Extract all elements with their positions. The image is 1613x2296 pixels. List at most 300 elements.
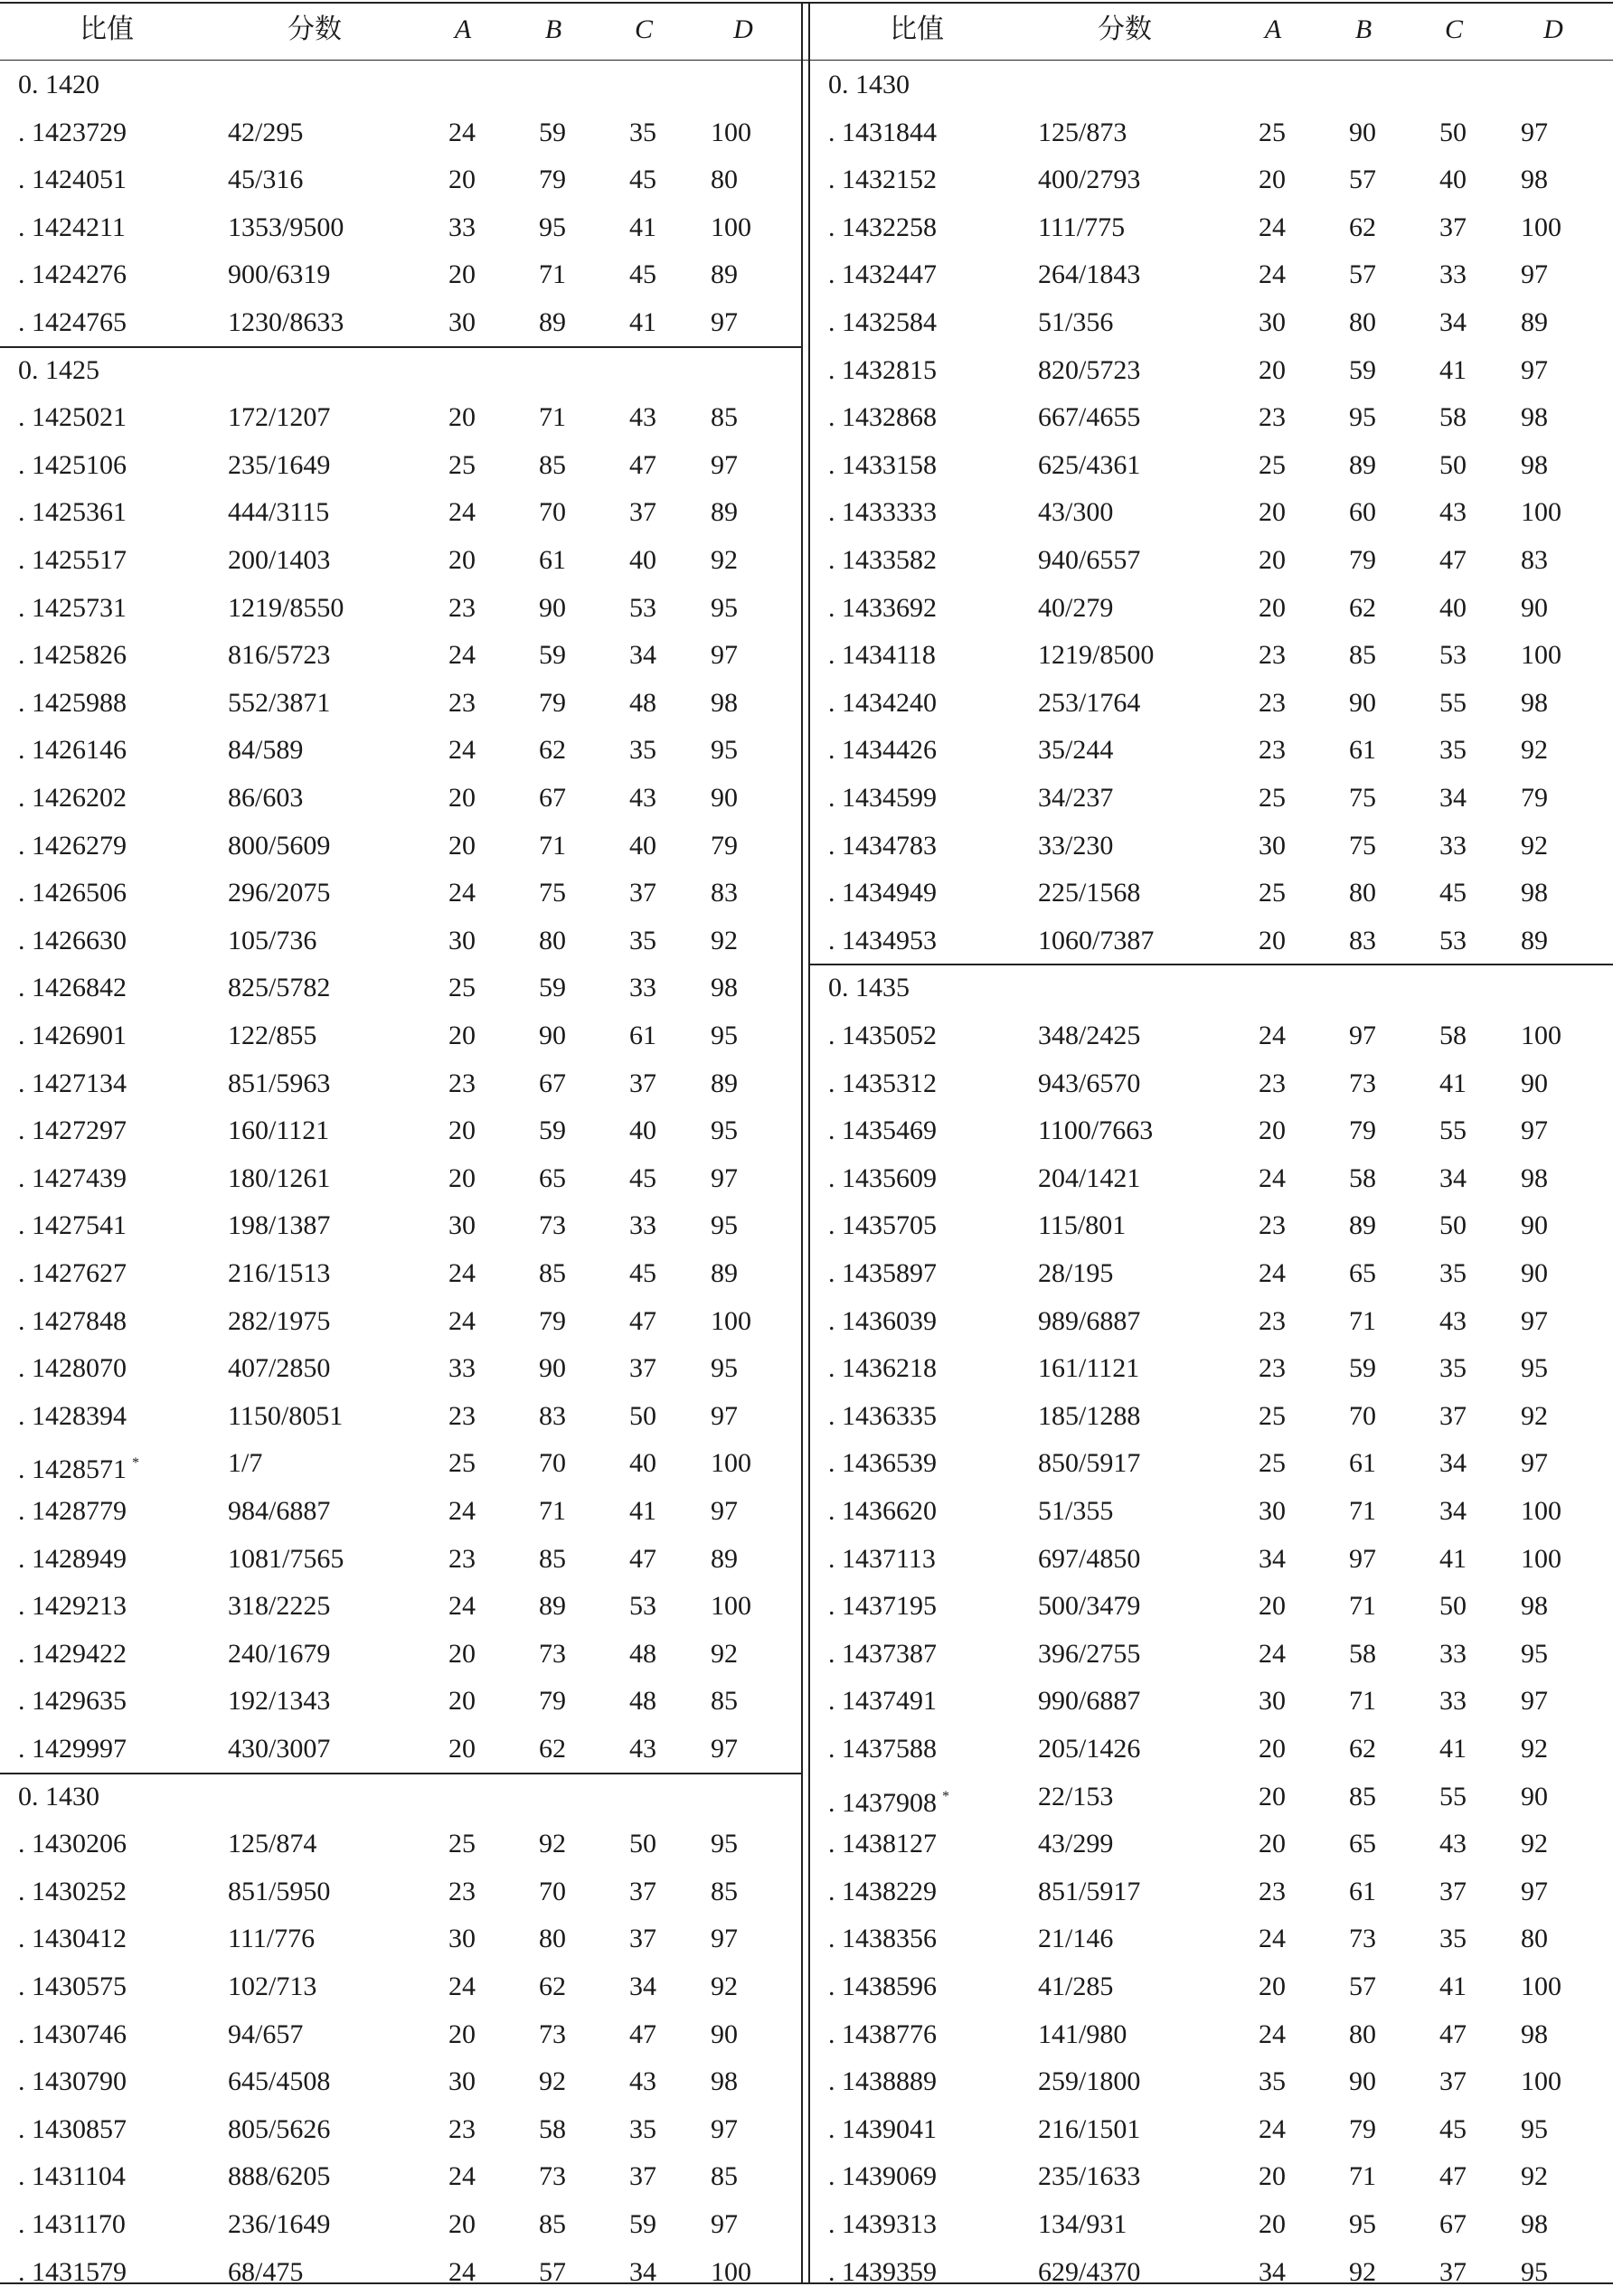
fraction-cell: 318/2225: [228, 1591, 331, 1622]
table-row: [810, 251, 1613, 299]
fraction-cell: 1150/8051: [228, 1400, 344, 1431]
table-row: [810, 537, 1613, 585]
ratio-cell: [18, 2153, 126, 2201]
b-cell: 61: [539, 545, 566, 575]
table-row: [810, 1774, 1613, 1821]
d-cell: 92: [711, 925, 738, 955]
fraction-cell: 396/2755: [1038, 1638, 1141, 1669]
b-cell: 97: [1349, 1021, 1376, 1050]
a-cell: 24: [448, 640, 476, 671]
fraction-cell: 172/1207: [228, 402, 331, 433]
ratio-value: . 1427134: [18, 1068, 127, 1098]
c-cell: 40: [1439, 592, 1467, 623]
b-cell: 90: [1349, 2066, 1376, 2097]
ratio-value: . 1432152: [828, 165, 937, 195]
a-cell: 20: [448, 1686, 476, 1717]
b-cell: 70: [539, 1876, 566, 1906]
d-cell: 97: [1521, 1305, 1548, 1336]
c-cell: 37: [629, 878, 656, 908]
b-cell: 79: [539, 1686, 566, 1717]
table-row: [0, 1107, 801, 1155]
fraction-cell: 111/776: [228, 1924, 316, 1954]
ratio-cell: [828, 917, 937, 965]
fraction-cell: 825/5782: [228, 973, 331, 1003]
ratio-cell: [18, 1536, 127, 1584]
b-cell: 80: [539, 1924, 566, 1954]
group-label: 0. 1430: [18, 1781, 99, 1811]
a-cell: 20: [1259, 545, 1286, 575]
a-cell: 20: [448, 1162, 476, 1193]
fraction-cell: 1/7: [228, 1448, 263, 1479]
c-cell: 33: [629, 973, 656, 1003]
table-row: [810, 1583, 1613, 1631]
table-row: [810, 585, 1613, 633]
b-cell: 57: [1349, 259, 1376, 290]
d-cell: 80: [711, 165, 738, 195]
c-cell: 35: [1439, 735, 1467, 766]
c-cell: 43: [629, 1734, 656, 1764]
a-cell: 20: [1259, 592, 1286, 623]
c-cell: 47: [1439, 2018, 1467, 2049]
a-cell: 24: [448, 1591, 476, 1622]
ratio-cell: [828, 1345, 937, 1393]
a-cell: 20: [448, 402, 476, 433]
d-cell: 100: [1521, 640, 1561, 671]
ratio-cell: [828, 1298, 937, 1346]
a-cell: 20: [448, 783, 476, 813]
c-cell: 43: [629, 2066, 656, 2097]
b-cell: 90: [1349, 117, 1376, 147]
header-a: A: [454, 14, 472, 44]
ratio-value: . 1433158: [828, 449, 937, 480]
group-label: 0. 1420: [18, 70, 99, 99]
d-cell: 98: [1521, 2209, 1548, 2239]
fraction-cell: 34/237: [1038, 783, 1114, 813]
d-cell: 97: [711, 1162, 738, 1193]
ratio-value: . 1432258: [828, 212, 937, 242]
ratio-value: . 1434949: [828, 878, 937, 908]
d-cell: 95: [711, 592, 738, 623]
a-cell: 20: [1259, 2209, 1286, 2239]
c-cell: 35: [1439, 1924, 1467, 1954]
ratio-cell: [18, 1107, 127, 1155]
ratio-value: . 1437908: [828, 1787, 937, 1818]
a-cell: 25: [1259, 1400, 1286, 1431]
table-row: [0, 870, 801, 917]
b-cell: 71: [539, 259, 566, 290]
a-cell: 24: [1259, 1638, 1286, 1669]
fraction-cell: 115/801: [1038, 1210, 1127, 1241]
ratio-cell: [18, 823, 127, 870]
ratio-value: . 1423729: [18, 117, 127, 147]
d-cell: 90: [711, 2018, 738, 2049]
d-cell: 97: [1521, 1876, 1548, 1906]
fraction-cell: 444/3115: [228, 497, 330, 528]
a-cell: 30: [1259, 307, 1286, 337]
ratio-value: . 1429635: [18, 1686, 127, 1717]
d-cell: 85: [711, 1686, 738, 1717]
fraction-cell: 400/2793: [1038, 165, 1141, 195]
ratio-value: . 1436039: [828, 1305, 937, 1336]
d-cell: 89: [711, 497, 738, 528]
table-row: [810, 1440, 1613, 1488]
header-c: C: [634, 14, 653, 44]
ratio-cell: [18, 2058, 127, 2106]
a-cell: 20: [1259, 497, 1286, 528]
fraction-cell: 816/5723: [228, 640, 331, 671]
table-row: [810, 1250, 1613, 1298]
d-cell: 89: [711, 259, 738, 290]
table-row: [810, 1060, 1613, 1108]
fraction-cell: 805/5626: [228, 2113, 331, 2144]
a-cell: 24: [1259, 1258, 1286, 1288]
table-row: [810, 489, 1613, 537]
a-cell: 23: [1259, 735, 1286, 766]
ratio-cell: [828, 2106, 937, 2154]
b-cell: 83: [539, 1400, 566, 1431]
b-cell: 85: [539, 1543, 566, 1574]
table-row: [810, 1012, 1613, 1060]
ratio-cell: [18, 1631, 127, 1679]
a-cell: 34: [1259, 2256, 1286, 2287]
c-cell: 34: [629, 640, 656, 671]
ratio-cell: [18, 1915, 127, 1963]
b-cell: 97: [1349, 1543, 1376, 1574]
table-row: [0, 1583, 801, 1631]
fraction-cell: 940/6557: [1038, 545, 1141, 575]
table-row: [0, 394, 801, 442]
d-cell: 97: [1521, 259, 1548, 290]
a-cell: 20: [1259, 1115, 1286, 1146]
ratio-cell: [18, 489, 127, 537]
b-cell: 90: [1349, 687, 1376, 718]
a-cell: 24: [448, 2161, 476, 2192]
ratio-value: . 1435469: [828, 1115, 937, 1146]
b-cell: 61: [1349, 1876, 1376, 1906]
c-cell: 58: [1439, 402, 1467, 433]
a-cell: 23: [1259, 1876, 1286, 1906]
fraction-cell: 22/153: [1038, 1781, 1114, 1811]
fraction-cell: 989/6887: [1038, 1305, 1141, 1336]
ratio-cell: [828, 680, 937, 728]
header-ratio: 比值: [80, 14, 134, 45]
table-row: [810, 442, 1613, 490]
ratio-value: . 1425731: [18, 592, 127, 623]
fraction-cell: 198/1387: [228, 1210, 331, 1241]
c-cell: 41: [1439, 1068, 1467, 1098]
ratio-value: . 1427627: [18, 1258, 127, 1288]
b-cell: 70: [1349, 1400, 1376, 1431]
b-cell: 71: [539, 830, 566, 861]
c-cell: 33: [1439, 259, 1467, 290]
b-cell: 73: [539, 1210, 566, 1241]
ratio-value: . 1438127: [828, 1829, 937, 1859]
table-row: [810, 1107, 1613, 1155]
a-cell: 20: [1259, 2161, 1286, 2192]
c-cell: 34: [1439, 1496, 1467, 1526]
header-c: C: [1444, 14, 1463, 44]
table-row: [810, 917, 1613, 965]
fraction-cell: 86/603: [228, 783, 304, 813]
b-cell: 79: [539, 1305, 566, 1336]
ratio-cell: [18, 1155, 127, 1203]
table-row: [0, 2058, 801, 2106]
ratio-cell: [828, 1678, 937, 1726]
b-cell: 80: [539, 925, 566, 955]
d-cell: 100: [711, 2256, 751, 2287]
b-cell: 59: [539, 640, 566, 671]
b-cell: 62: [539, 1971, 566, 2001]
c-cell: 45: [629, 1162, 656, 1193]
b-cell: 71: [539, 1496, 566, 1526]
c-cell: 35: [1439, 1353, 1467, 1384]
table-row: [0, 442, 801, 490]
d-cell: 95: [711, 1115, 738, 1146]
ratio-value: . 1430575: [18, 1971, 127, 2001]
ratio-cell: [828, 537, 937, 585]
ratio-value: . 1437387: [828, 1638, 937, 1669]
fraction-cell: 102/713: [228, 1971, 317, 2001]
table-row: [810, 347, 1613, 395]
b-cell: 89: [539, 1591, 566, 1622]
ratio-value: . 1435052: [828, 1021, 937, 1050]
d-cell: 97: [1521, 117, 1548, 147]
d-cell: 100: [1521, 1021, 1561, 1050]
a-cell: 30: [1259, 1496, 1286, 1526]
b-cell: 75: [1349, 830, 1376, 861]
b-cell: 85: [539, 1258, 566, 1288]
d-cell: 95: [1521, 2113, 1548, 2144]
b-cell: 80: [1349, 878, 1376, 908]
a-cell: 24: [1259, 1021, 1286, 1050]
ratio-value: . 1431104: [18, 2161, 126, 2192]
fraction-cell: 888/6205: [228, 2161, 331, 2192]
c-cell: 34: [629, 2256, 656, 2287]
table-row: [810, 1726, 1613, 1774]
ratio-cell: [828, 1107, 937, 1155]
d-cell: 100: [711, 117, 751, 147]
b-cell: 89: [539, 307, 566, 337]
b-cell: 62: [539, 735, 566, 766]
table-row: [0, 965, 801, 1012]
b-cell: 70: [539, 1448, 566, 1479]
header-d: D: [733, 14, 753, 44]
c-cell: 53: [1439, 640, 1467, 671]
header-fraction: 分数: [288, 14, 342, 45]
d-cell: 97: [711, 1496, 738, 1526]
fraction-cell: 800/5609: [228, 830, 331, 861]
d-cell: 92: [1521, 2161, 1548, 2192]
a-cell: 24: [1259, 212, 1286, 242]
fraction-cell: 625/4361: [1038, 449, 1141, 480]
fraction-cell: 134/931: [1038, 2209, 1127, 2239]
c-cell: 33: [1439, 1686, 1467, 1717]
c-cell: 37: [629, 1353, 656, 1384]
ratio-cell: [18, 1963, 127, 2011]
ratio-value: . 1429422: [18, 1638, 127, 1669]
fraction-cell: 850/5917: [1038, 1448, 1141, 1479]
fraction-cell: 141/980: [1038, 2018, 1127, 2049]
c-cell: 67: [1439, 2209, 1467, 2239]
c-cell: 47: [629, 2018, 656, 2049]
fraction-cell: 851/5950: [228, 1876, 331, 1906]
ratio-cell: [18, 1678, 127, 1726]
ratio-cell: [828, 1536, 936, 1584]
c-cell: 37: [629, 497, 656, 528]
d-cell: 89: [711, 1068, 738, 1098]
d-cell: 92: [711, 1638, 738, 1669]
a-cell: 20: [1259, 925, 1286, 955]
a-cell: 30: [448, 925, 476, 955]
d-cell: 98: [711, 2066, 738, 2097]
fraction-cell: 41/285: [1038, 1971, 1114, 2001]
b-cell: 90: [539, 1353, 566, 1384]
ratio-value: . 1426630: [18, 925, 127, 955]
c-cell: 41: [1439, 354, 1467, 385]
table-row: [810, 2058, 1613, 2106]
fraction-cell: 225/1568: [1038, 878, 1141, 908]
ratio-value: . 1436539: [828, 1448, 937, 1479]
ratio-value: . 1433333: [828, 497, 937, 528]
ratio-cell: [828, 775, 937, 823]
ratio-value: . 1435609: [828, 1162, 937, 1193]
c-cell: 43: [1439, 1829, 1467, 1859]
d-cell: 95: [1521, 2256, 1548, 2287]
fraction-cell: 51/355: [1038, 1496, 1114, 1526]
fraction-cell: 1081/7565: [228, 1543, 344, 1574]
ratio-value: . 1434953: [828, 925, 937, 955]
ratio-value: . 1427297: [18, 1115, 127, 1146]
a-cell: 25: [448, 1829, 476, 1859]
ratio-value: . 1431170: [18, 2209, 126, 2239]
fraction-cell: 900/6319: [228, 259, 331, 290]
ratio-cell: [828, 1202, 937, 1250]
a-cell: 23: [1259, 402, 1286, 433]
d-cell: 97: [711, 2209, 738, 2239]
fraction-cell: 21/146: [1038, 1924, 1114, 1954]
table-row: [0, 1821, 801, 1868]
table-row: [810, 299, 1613, 347]
b-cell: 58: [539, 2113, 566, 2144]
ratio-value: . 1426842: [18, 973, 127, 1003]
ratio-value: . 1426279: [18, 830, 127, 861]
c-cell: 48: [629, 687, 656, 718]
b-cell: 70: [539, 497, 566, 528]
b-cell: 65: [539, 1162, 566, 1193]
ratio-value: . 1432584: [828, 307, 937, 337]
fraction-cell: 430/3007: [228, 1734, 331, 1764]
left-panel: [0, 0, 801, 2288]
ratio-cell: [828, 870, 937, 917]
a-cell: 20: [1259, 354, 1286, 385]
b-cell: 80: [1349, 2018, 1376, 2049]
b-cell: 71: [1349, 1496, 1376, 1526]
fraction-cell: 1219/8500: [1038, 640, 1155, 671]
ratio-cell: [18, 1298, 127, 1346]
ratio-cell: [828, 727, 937, 775]
d-cell: 92: [1521, 1734, 1548, 1764]
ratio-value: . 1434599: [828, 783, 937, 813]
table-row: [810, 1631, 1613, 1679]
table-row: [0, 585, 801, 633]
ratio-value: . 1426202: [18, 783, 127, 813]
c-cell: 47: [629, 1305, 656, 1336]
ratio-value: . 1424051: [18, 165, 127, 195]
ratio-value: . 1425106: [18, 449, 127, 480]
d-cell: 98: [1521, 1591, 1548, 1622]
c-cell: 41: [629, 212, 656, 242]
ratio-value: . 1436620: [828, 1496, 937, 1526]
table-row: [0, 1868, 801, 1916]
ratio-cell: [828, 347, 937, 395]
ratio-value: . 1430252: [18, 1876, 127, 1906]
c-cell: 47: [1439, 545, 1467, 575]
c-cell: 37: [629, 1924, 656, 1954]
a-cell: 30: [448, 307, 476, 337]
ratio-cell: [18, 204, 126, 252]
c-cell: 50: [1439, 1210, 1467, 1241]
table-row: [810, 775, 1613, 823]
d-cell: 97: [711, 1734, 738, 1764]
b-cell: 59: [539, 1115, 566, 1146]
table-row: [810, 1678, 1613, 1726]
a-cell: 20: [448, 1734, 476, 1764]
fraction-cell: 1060/7387: [1038, 925, 1155, 955]
fraction-cell: 192/1343: [228, 1686, 331, 1717]
fraction-cell: 122/855: [228, 1021, 317, 1050]
ratio-value: . 1430857: [18, 2113, 127, 2144]
b-cell: 71: [1349, 2161, 1376, 2192]
fraction-cell: 253/1764: [1038, 687, 1141, 718]
ratio-cell: [18, 156, 127, 204]
c-cell: 40: [629, 1448, 656, 1479]
ratio-cell: [828, 1821, 937, 1868]
ratio-value: . 1436335: [828, 1400, 937, 1431]
ratio-value: . 1425361: [18, 497, 127, 528]
table-row: [0, 1345, 801, 1393]
c-cell: 61: [629, 1021, 656, 1050]
c-cell: 41: [629, 1496, 656, 1526]
c-cell: 55: [1439, 1781, 1467, 1811]
fraction-cell: 51/356: [1038, 307, 1114, 337]
fraction-cell: 1230/8633: [228, 307, 344, 337]
a-cell: 23: [448, 1543, 476, 1574]
d-cell: 100: [1521, 1971, 1561, 2001]
ratio-value: . 1435705: [828, 1210, 937, 1241]
table-row: [810, 204, 1613, 252]
b-cell: 85: [539, 2209, 566, 2239]
a-cell: 30: [448, 1210, 476, 1241]
d-cell: 92: [1521, 735, 1548, 766]
b-cell: 90: [539, 1021, 566, 1050]
b-cell: 92: [1349, 2256, 1376, 2287]
a-cell: 25: [1259, 878, 1286, 908]
ratio-cell: [18, 299, 127, 347]
d-cell: 97: [711, 307, 738, 337]
d-cell: 80: [1521, 1924, 1548, 1954]
fraction-cell: 125/874: [228, 1829, 317, 1859]
ratio-cell: [18, 2011, 127, 2059]
ratio-cell: [828, 489, 937, 537]
b-cell: 92: [539, 1829, 566, 1859]
ratio-value: . 1430790: [18, 2066, 127, 2097]
d-cell: 100: [711, 1448, 751, 1479]
d-cell: 95: [711, 1353, 738, 1384]
ratio-cell: [18, 2249, 127, 2296]
c-cell: 55: [1439, 687, 1467, 718]
c-cell: 53: [1439, 925, 1467, 955]
fraction-cell: 160/1121: [228, 1115, 330, 1146]
